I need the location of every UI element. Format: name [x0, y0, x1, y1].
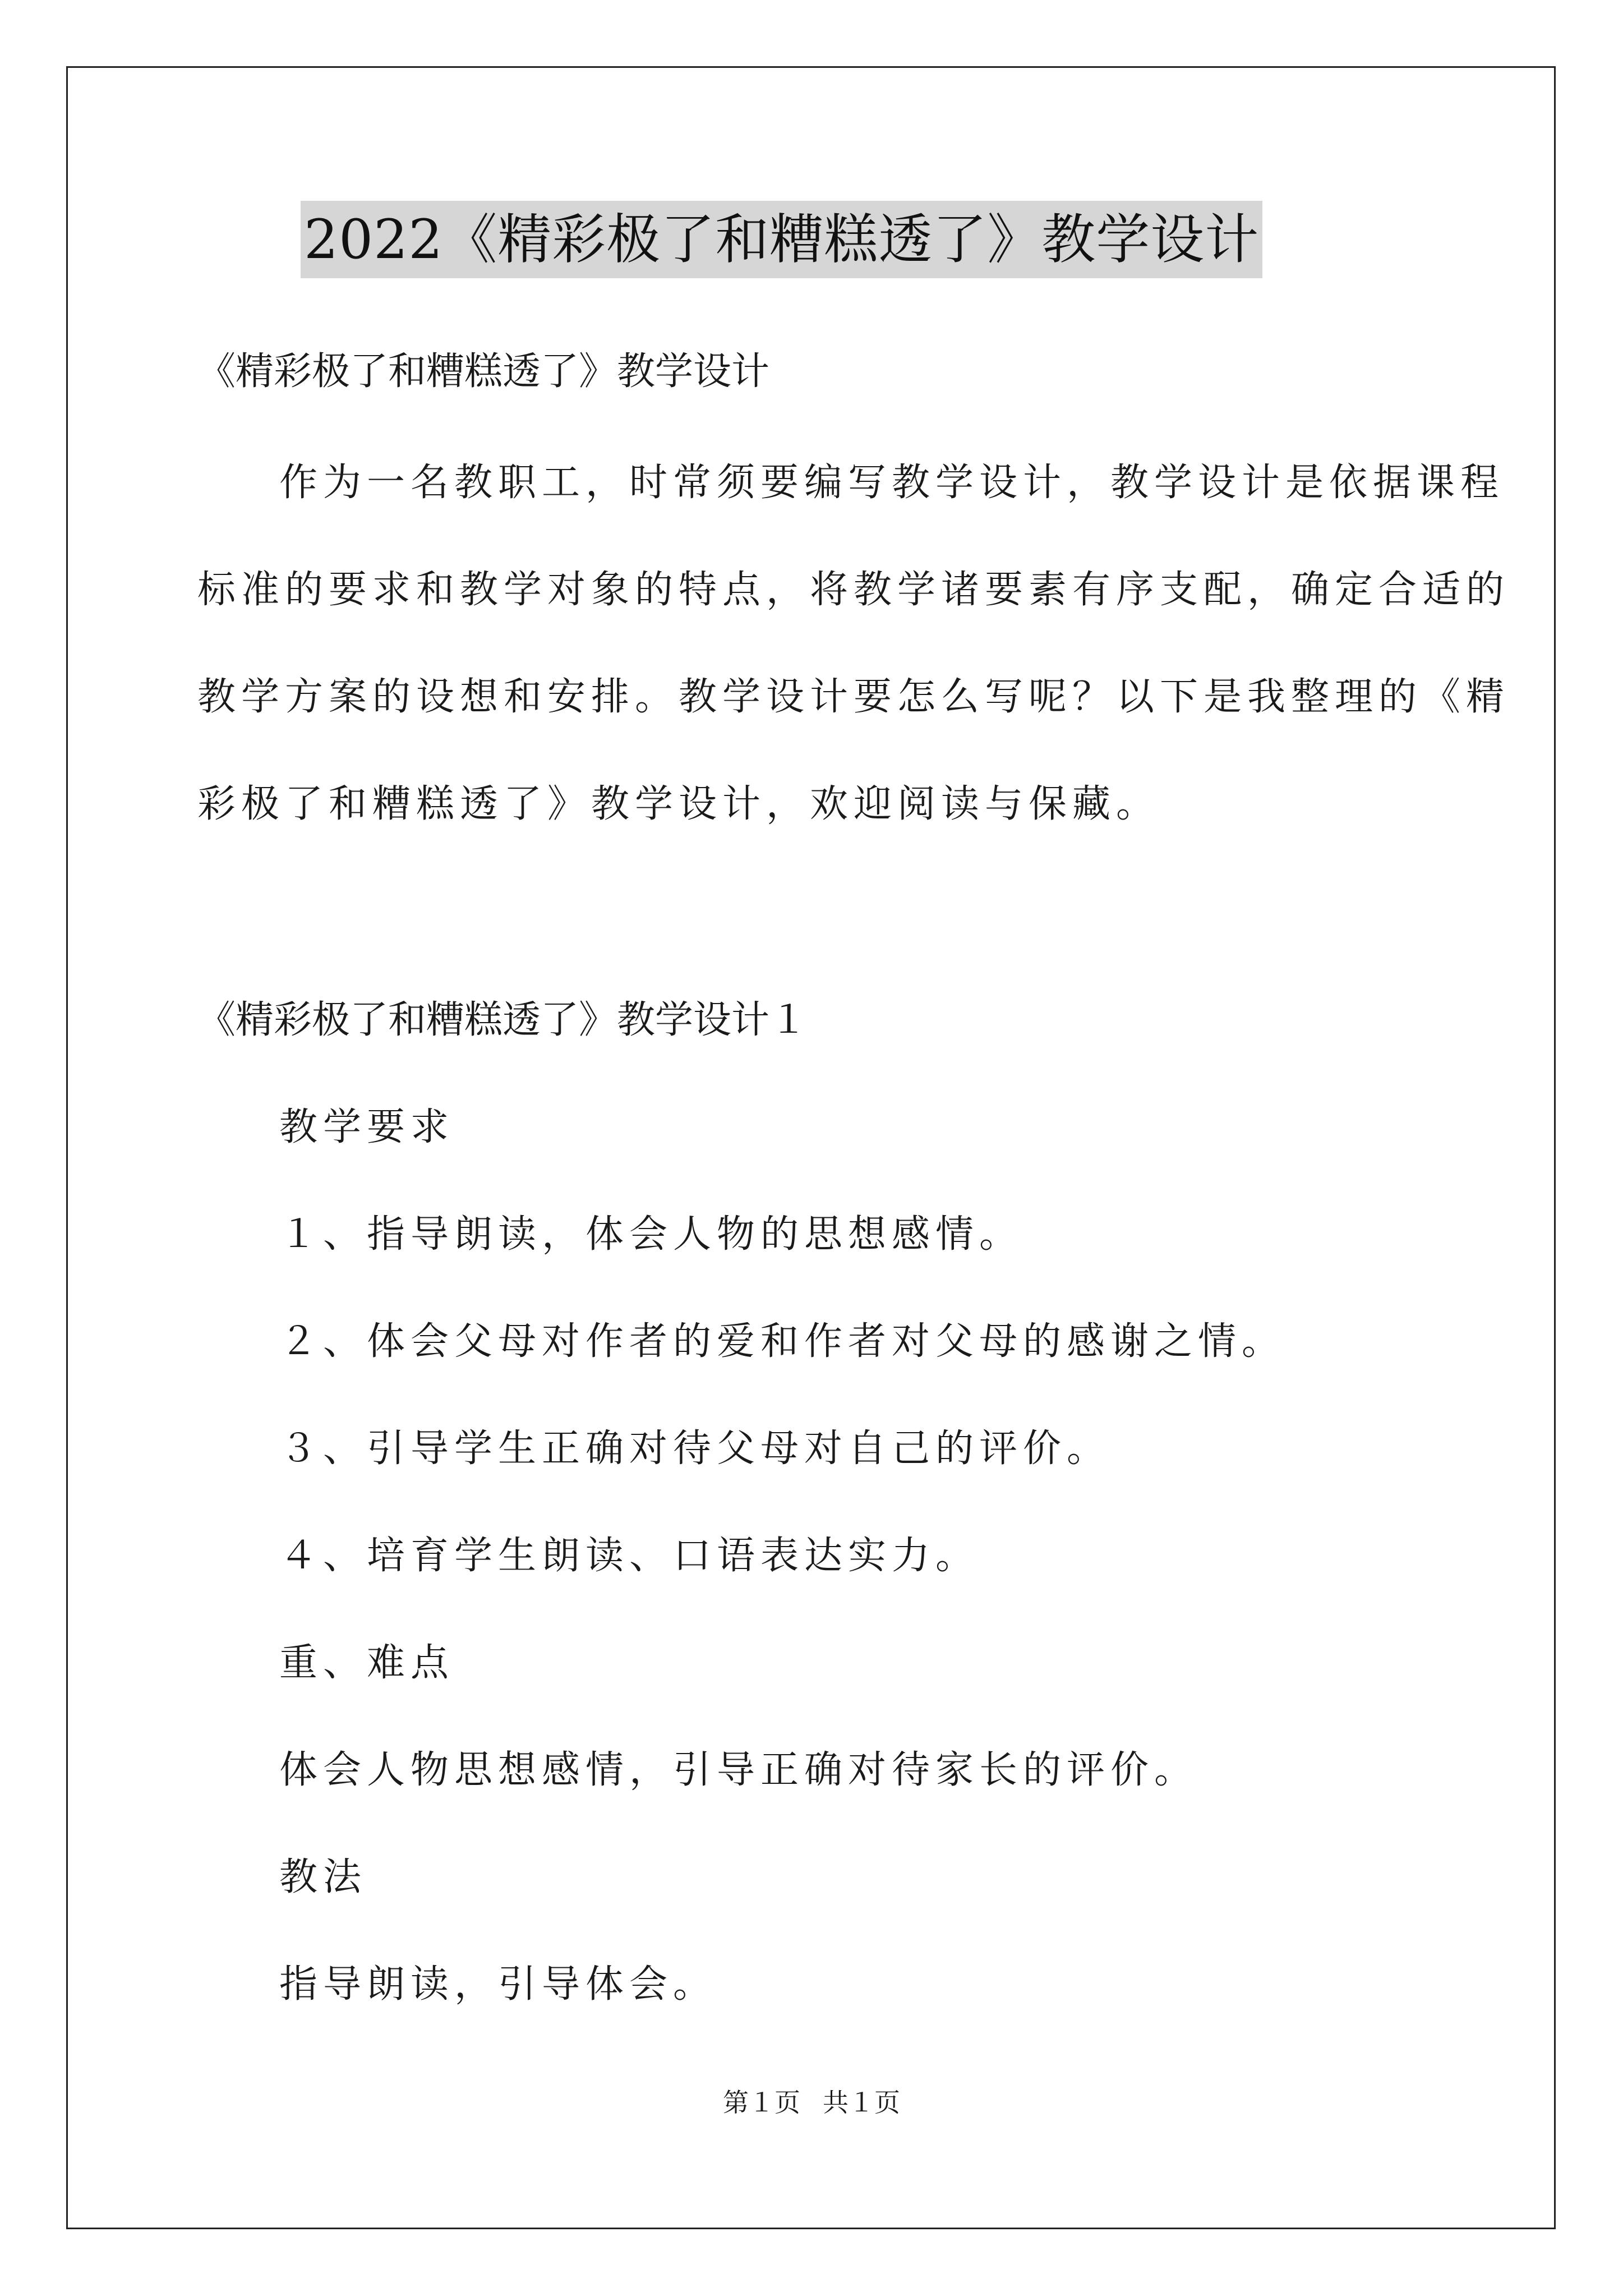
method-text: 指导朗读，引导体会。 — [279, 1962, 717, 2007]
page-total: 共１页 — [823, 2087, 900, 2118]
document-subtitle: 《精彩极了和糟糕透了》教学设计 — [197, 349, 770, 394]
intro-line-3: 教学方案的设想和安排。教学设计要怎么写呢？以下是我整理的《精 — [197, 675, 1510, 719]
key-points-heading: 重、难点 — [279, 1641, 455, 1685]
intro-line-2: 标准的要求和教学对象的特点，将教学诸要素有序支配，确定合适的 — [197, 568, 1510, 612]
page-number: 第１页 — [723, 2087, 800, 2118]
method-heading: 教法 — [279, 1855, 367, 1899]
section-heading: 《精彩极了和糟糕透了》教学设计１ — [197, 998, 808, 1042]
requirement-item: １、指导朗读，体会人物的思想感情。 — [279, 1212, 1023, 1257]
requirement-item: ２、体会父母对作者的爱和作者对父母的感谢之情。 — [279, 1319, 1286, 1364]
requirement-item: ３、引导学生正确对待父母对自己的评价。 — [279, 1427, 1111, 1471]
intro-line-4: 彩极了和糟糕透了》教学设计，欢迎阅读与保藏。 — [197, 782, 1160, 826]
document-title: 2022《精彩极了和糟糕透了》教学设计 — [301, 201, 1262, 278]
requirement-item: ４、培育学生朗读、口语表达实力。 — [279, 1534, 980, 1578]
intro-line-1: 作为一名教职工，时常须要编写教学设计，教学设计是依据课程 — [279, 461, 1505, 505]
page-footer — [0, 2086, 1623, 2119]
requirements-heading: 教学要求 — [279, 1105, 455, 1149]
key-points-text: 体会人物思想感情，引导正确对待家长的评价。 — [279, 1748, 1198, 1792]
